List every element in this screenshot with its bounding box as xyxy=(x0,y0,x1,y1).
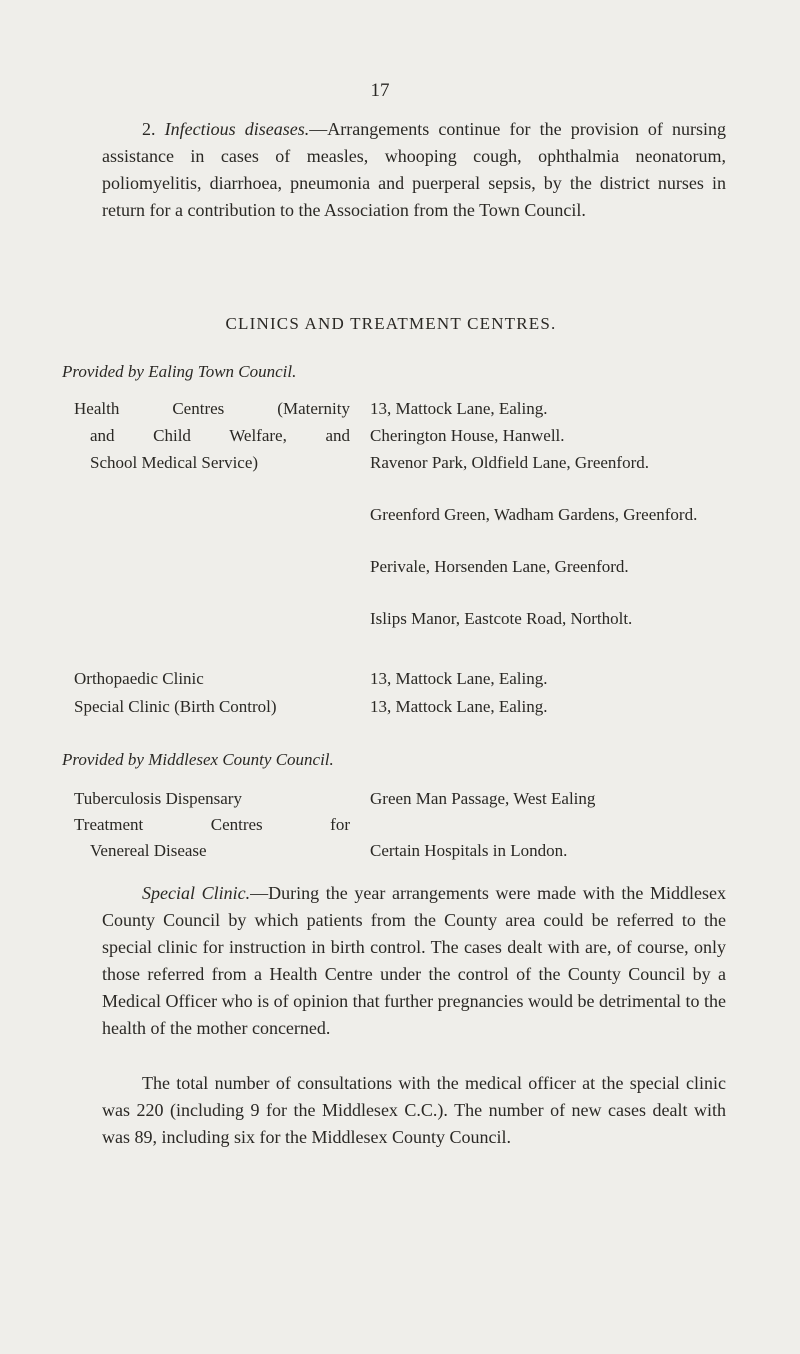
special-clinic-label: Special Clinic (Birth Control) xyxy=(74,697,277,716)
special-clinic-paragraph xyxy=(102,880,726,1042)
address-item: Greenford Green, Wadham Gardens, Greenford. xyxy=(370,505,698,524)
venereal-label-2: Venereal Disease xyxy=(90,841,207,860)
health-centres-label-2: and Child Welfare, and xyxy=(90,426,350,445)
paragraph-lead: Infectious diseases. xyxy=(164,119,310,139)
health-centres-label-1: Health Centres (Maternity xyxy=(74,399,350,418)
infectious-diseases-paragraph xyxy=(102,116,726,224)
address-item: Perivale, Horsenden Lane, Greenford. xyxy=(370,557,629,576)
section-heading: CLINICS AND TREATMENT CENTRES. xyxy=(225,314,557,333)
orthopaedic-clinic-address: 13, Mattock Lane, Ealing. xyxy=(370,669,548,688)
special-clinic-address: 13, Mattock Lane, Ealing. xyxy=(370,697,548,716)
venereal-address: Certain Hospitals in London. xyxy=(370,841,568,860)
page-number: 17 xyxy=(370,80,390,101)
address-item: Cherington House, Hanwell. xyxy=(370,426,565,445)
health-centres-label-3: School Medical Service) xyxy=(90,453,259,472)
town-council-subheading: Provided by Ealing Town Council. xyxy=(62,362,297,381)
paragraph-text: —Arrangements continue for the provision of nursing assistance in cases of measles, whooping cough, ophthalmia neonatorum, poliomyelitis, diarrhoea, pneumonia and puerperal sepsis, by the district nurses in return for a contribution to the Association from the Town Council. xyxy=(102,119,727,220)
orthopaedic-clinic-label: Orthopaedic Clinic xyxy=(74,669,204,688)
tuberculosis-label: Tuberculosis Dispensary xyxy=(74,789,242,808)
venereal-label-1: Treatment Centres for xyxy=(74,815,350,834)
consultations-paragraph xyxy=(102,1070,726,1151)
address-item: 13, Mattock Lane, Ealing. xyxy=(370,399,548,418)
tuberculosis-address: Green Man Passage, West Ealing xyxy=(370,789,596,808)
paragraph-lead: Special Clinic. xyxy=(142,883,251,903)
address-item: Ravenor Park, Oldfield Lane, Greenford. xyxy=(370,453,649,472)
county-council-subheading: Provided by Middlesex County Council. xyxy=(62,750,334,769)
address-item: Islips Manor, Eastcote Road, Northolt. xyxy=(370,609,633,628)
paragraph-number: 2. xyxy=(142,119,156,139)
paragraph-text: —During the year arrangements were made with the Middlesex County Council by which patients from the County area could be referred to the special clinic for instruction in birth control. The cases dealt with are, of course, only those referred from a Health Centre under the control of the County Council by a Medical Officer who is of opinion that further pregnancies would be detrimental to the health of the mother concerned. xyxy=(102,883,726,1038)
paragraph-text: The total number of consultations with the medical officer at the special clinic was 220 (including 9 for the Middlesex C.C.). The number of new cases dealt with was 89, including six for the Middlesex County Council. xyxy=(102,1073,726,1147)
